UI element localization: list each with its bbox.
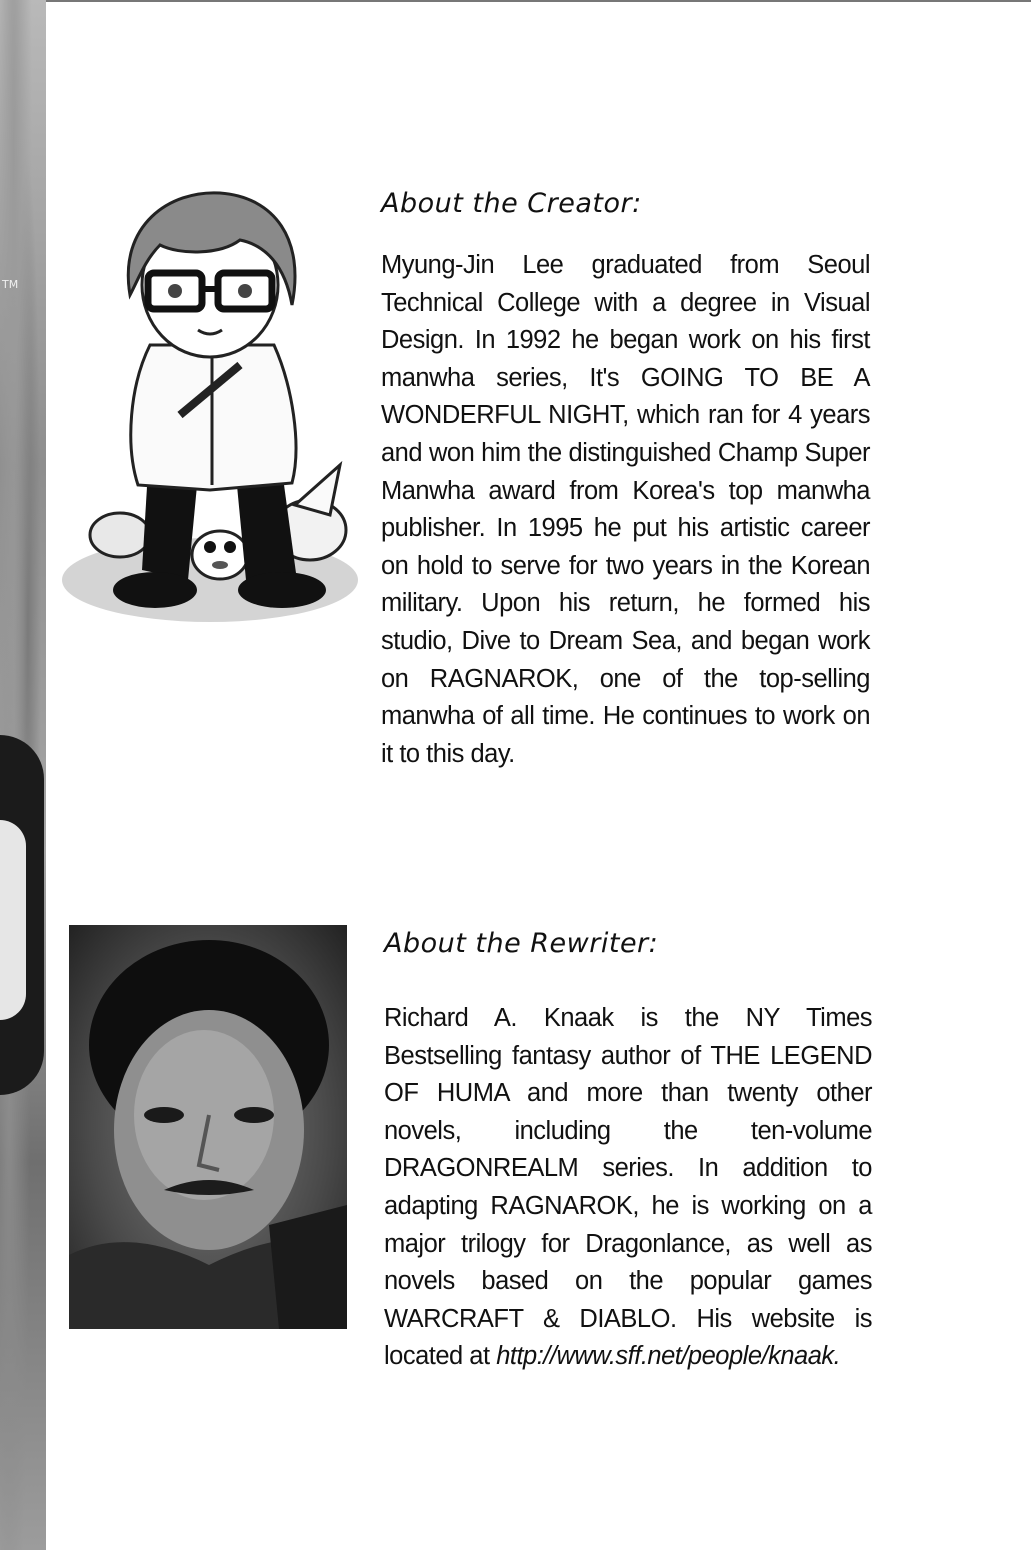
creator-illustration: [60, 185, 360, 630]
edge-light-shape: [0, 820, 26, 1020]
creator-bio: Myung-Jin Lee graduated from Seoul Technical College with a degree in Visual Design. In 1992 he began work on his first manwha series, It's GOING TO BE A WONDERFUL NIGHT, which ran for 4 years and won him the distinguished Champ Super Manwha award from Korea's top manwha publisher. In 1995 he put his artistic career on hold to serve for two years in the Korean military. Upon his return, he formed his studio, Dive to Dream Sea, and began work on RAGNAROK, one of the top-selling manwha of all time. He continues to work on it to this day.: [381, 251, 870, 768]
rewriter-website-link[interactable]: http://www.sff.net/people/knaak.: [496, 1342, 841, 1371]
rewriter-bio-text: Richard A. Knaak is the NY Times Bestselling fantasy author of THE LEGEND OF HUMA and more than twenty other novels, including the ten-volume DRAGONREALM series. In addition to adapting RAGNAROK, he is working on a major trilogy for Dragonlance, as well as novels based on the popular games WARCRAFT & DIABLO. His website is located at: [384, 1004, 872, 1371]
edge-trademark: TM: [2, 278, 19, 291]
adjacent-page-edge: [0, 0, 46, 1550]
page-top-border: [46, 0, 1031, 2]
rewriter-section-title: About the Rewriter:: [384, 928, 659, 959]
rewriter-portrait-photo: [69, 925, 347, 1329]
rewriter-bio: [384, 1000, 872, 1376]
creator-section-title: About the Creator:: [381, 188, 642, 219]
